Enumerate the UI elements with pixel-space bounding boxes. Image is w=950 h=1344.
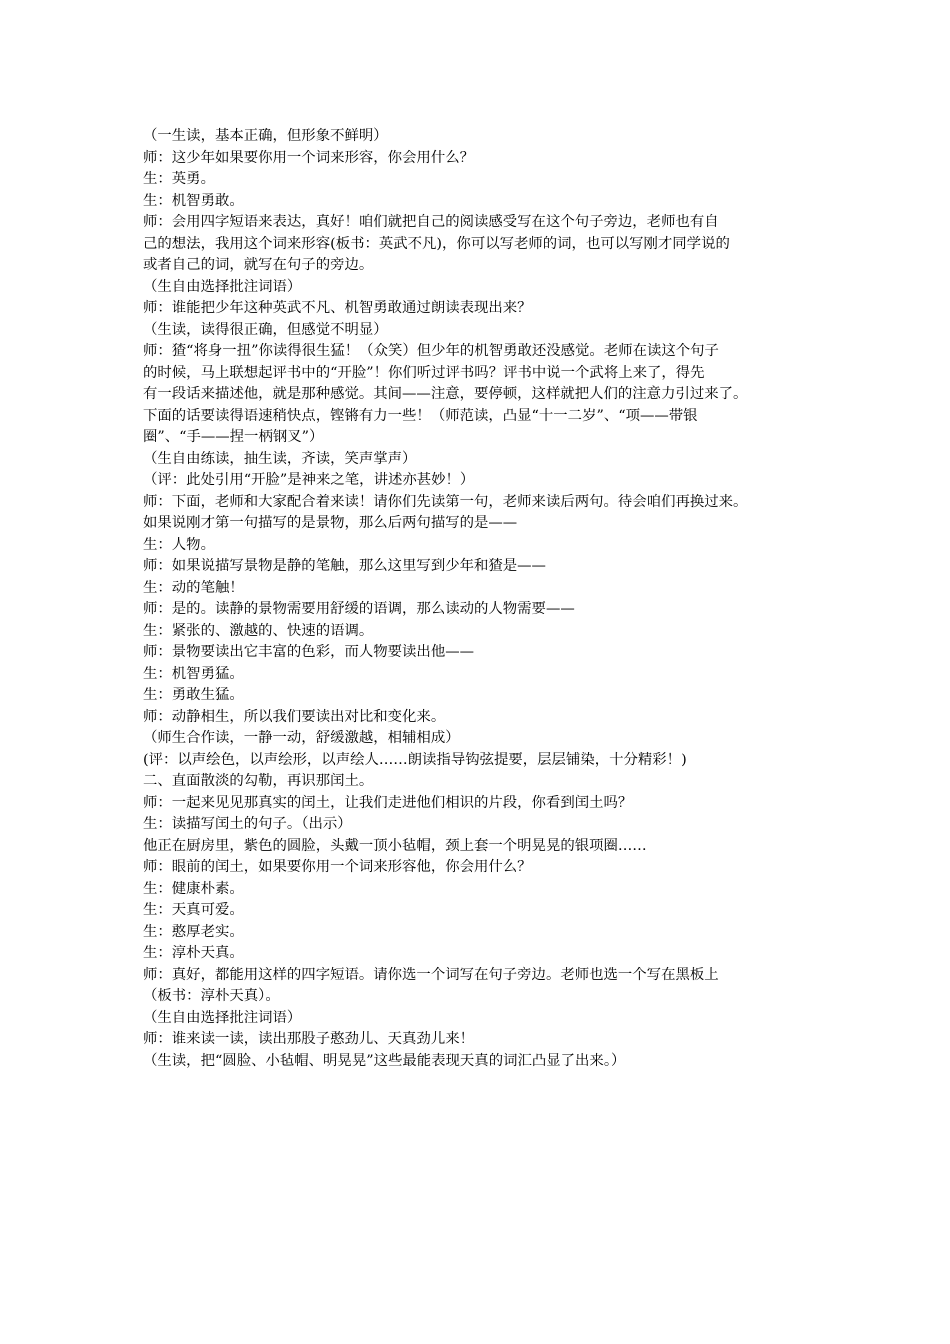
text-line: 生：淳朴天真。	[143, 945, 244, 961]
text-line: 师：谁能把少年这种英武不凡、机智勇敢通过朗读表现出来？	[143, 300, 532, 316]
text-line: 生：读描写闰土的句子。（出示）	[143, 816, 352, 832]
text-line: 己的想法，我用这个词来形容(板书：英武不凡)，你可以写老师的词，也可以写刚才同学说的	[143, 235, 730, 252]
text-line: 他正在厨房里，紫色的圆脸，头戴一顶小毡帽，颈上套一个明晃晃的银项圈……	[143, 837, 647, 854]
text-line: 师：谁来读一读，读出那股子憨劲儿、天真劲儿来！	[143, 1031, 474, 1047]
text-line: 生：英勇。	[143, 171, 215, 187]
document-body	[143, 126, 833, 1072]
text-line: 的时候，马上联想起评书中的“开脸”！你们听过评书吗？评书中说一个武将上来了，得先	[143, 364, 705, 381]
text-line: 下面的话要读得语速稍快点，铿锵有力一些！（师范读，凸显“十一二岁”、“项——带银	[143, 407, 698, 424]
text-line: （师生合作读，一静一动，舒缓激越，相辅相成）	[143, 730, 460, 746]
text-line: 生：紧张的、激越的、快速的语调。	[143, 622, 374, 639]
text-line: 师：真好，都能用这样的四字短语。请你选一个词写在句子旁边。老师也选一个写在黑板上	[143, 966, 719, 983]
text-line: （一生读，基本正确，但形象不鲜明）	[143, 128, 388, 144]
text-line: 师：景物要读出它丰富的色彩，而人物要读出他——	[143, 644, 474, 660]
text-line: 生：机智勇猛。	[143, 665, 244, 682]
text-line: 生：机智勇敢。	[143, 192, 244, 209]
text-line: 生：天真可爱。	[143, 902, 244, 918]
text-line: 师：如果说描写景物是静的笔触，那么这里写到少年和猹是——	[143, 558, 546, 574]
text-line: （评：此处引用“开脸”是神来之笔，讲述亦甚妙！）	[143, 472, 475, 488]
text-line: （生自由练读，抽生读，齐读，笑声掌声）	[143, 450, 417, 467]
text-line: 圈”、“手——捏一柄钢叉”）	[143, 429, 324, 445]
text-line: 如果说刚才第一句描写的是景物，那么后两句描写的是——	[143, 515, 518, 531]
text-line: 生：动的笔触！	[143, 579, 244, 596]
text-line: 有一段话来描述他，就是那种感觉。其间——注意，要停顿，这样就把人们的注意力引过来了。	[143, 386, 748, 402]
text-line: （生读，读得很正确，但感觉不明显）	[143, 321, 388, 338]
text-line: 师：一起来见见那真实的闰土，让我们走进他们相识的片段，你看到闰土吗？	[143, 794, 633, 811]
text-line: 生：人物。	[143, 536, 215, 553]
text-line: 生：勇敢生猛。	[143, 687, 244, 703]
text-line: 师：是的。读静的景物需要用舒缓的语调，那么读动的人物需要——	[143, 601, 575, 617]
text-line: 师：动静相生，所以我们要读出对比和变化来。	[143, 708, 446, 725]
text-line: 师：会用四字短语来表达，真好！咱们就把自己的阅读感受写在这个句子旁边，老师也有自	[143, 214, 719, 230]
text-line: (评：以声绘色，以声绘形，以声绘人……朗读指导钩弦提要，层层铺染，十分精彩！)	[143, 751, 687, 768]
text-line: （生自由选择批注词语）	[143, 1009, 302, 1026]
text-line: 师：这少年如果要你用一个词来形容，你会用什么？	[143, 149, 474, 166]
text-line: 师：眼前的闰土，如果要你用一个词来形容他，你会用什么？	[143, 859, 532, 875]
text-line: 或者自己的词，就写在句子的旁边。	[143, 257, 374, 273]
text-line: （板书：淳朴天真）。	[143, 988, 280, 1004]
text-line: 师：猹“将身一扭”你读得很生猛！（众笑）但少年的机智勇敢还没感觉。老师在读这个句子	[143, 343, 719, 359]
section-heading: 二、直面散淡的勾勒，再识那闰土。	[143, 773, 374, 789]
text-line: 生：憨厚老实。	[143, 923, 244, 940]
text-line: （生自由选择批注词语）	[143, 278, 302, 295]
text-line: 生：健康朴素。	[143, 880, 244, 897]
text-line: （生读，把“圆脸、小毡帽、明晃晃”这些最能表现天真的词汇凸显了出来。）	[143, 1052, 626, 1069]
text-line: 师：下面，老师和大家配合着来读！请你们先读第一句，老师来读后两句。待会咱们再换过来。	[143, 493, 748, 510]
